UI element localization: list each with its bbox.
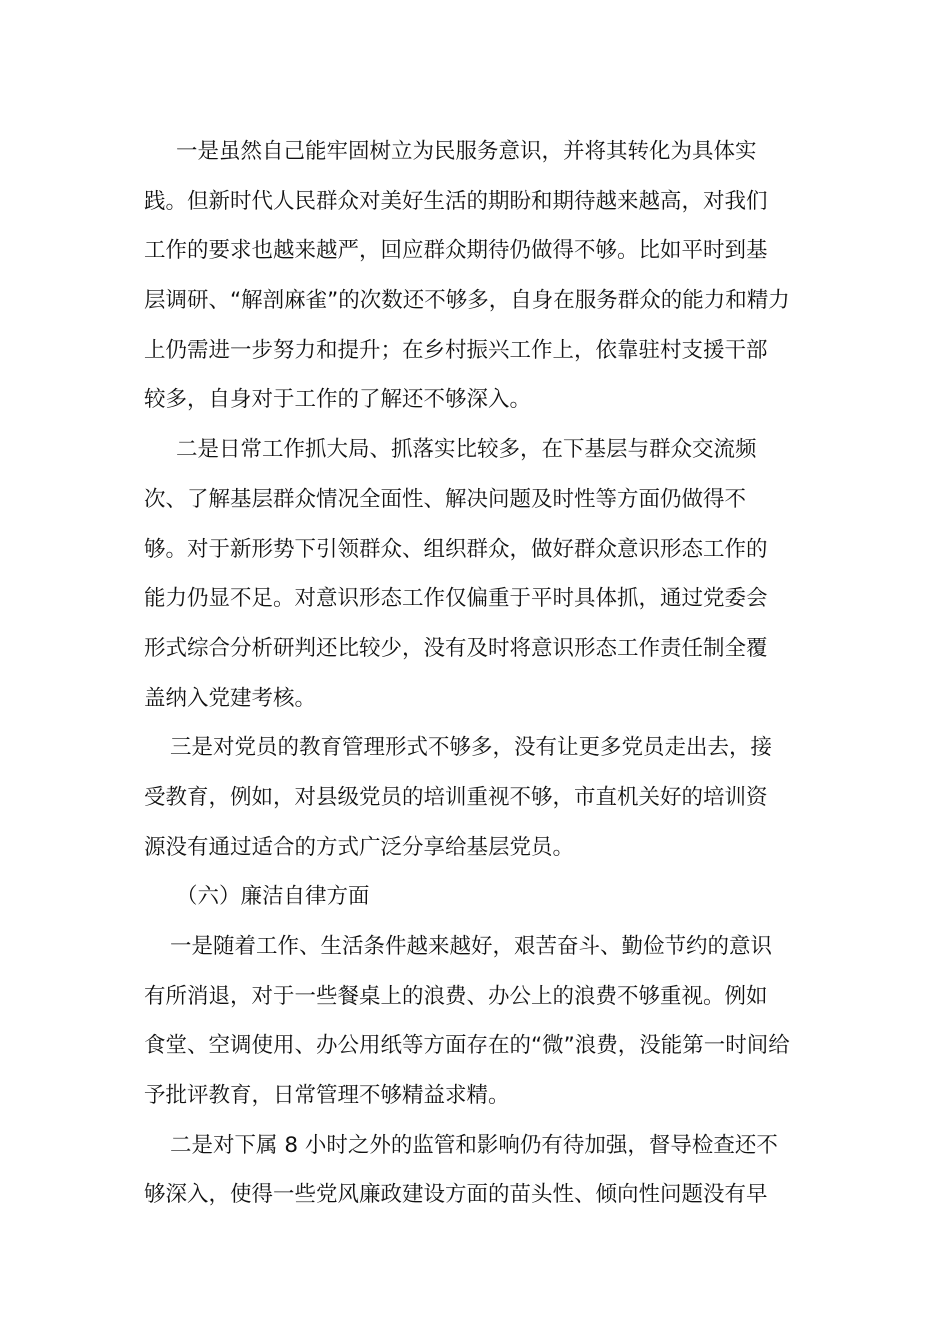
paragraph-5 xyxy=(144,1121,808,1220)
text-line: 源没有通过适合的方式广泛分享给基层党员。 xyxy=(144,834,575,860)
text-line: 够。对于新形势下引领群众、组织群众，做好群众意识形态工作的 xyxy=(144,536,768,562)
text-line: 三是对党员的教育管理形式不够多，没有让更多党员走出去，接 xyxy=(170,735,773,761)
paragraph-1 xyxy=(144,127,808,425)
text-line: 一是虽然自己能牢固树立为民服务意识，并将其转化为具体实 xyxy=(176,139,757,164)
paragraph-4 xyxy=(144,922,808,1121)
text-line: 形式综合分析研判还比较少，没有及时将意识形态工作责任制全覆 xyxy=(144,635,768,661)
text-line: 一是随着工作、生活条件越来越好，艰苦奋斗、勤俭节约的意识 xyxy=(170,934,773,959)
text-line: 二是对下属 8 小时之外的监管和影响仍有待加强，督导检查还不 xyxy=(170,1132,778,1158)
text-line: 盖纳入党建考核。 xyxy=(144,685,317,711)
text-line: 予批评教育，日常管理不够精益求精。 xyxy=(144,1083,510,1109)
text-line: 次、了解基层群众情况全面性、解决问题及时性等方面仍做得不 xyxy=(144,486,747,512)
text-line: 能力仍显不足。对意识形态工作仅偏重于平时具体抓，通过党委会 xyxy=(144,586,768,612)
text-line: 食堂、空调使用、办公用纸等方面存在的“微”浪费，没能第一时间给 xyxy=(144,1033,790,1059)
text-line: 工作的要求也越来越严，回应群众期待仍做得不够。比如平时到基 xyxy=(144,238,768,264)
text-line: 有所消退，对于一些餐桌上的浪费、办公上的浪费不够重视。例如 xyxy=(144,983,768,1009)
text-line: 上仍需进一步努力和提升；在乡村振兴工作上，依靠驻村支援干部 xyxy=(144,337,768,363)
document-body xyxy=(144,127,808,1220)
text-line: 较多，自身对于工作的了解还不够深入。 xyxy=(144,387,532,413)
section-heading xyxy=(144,872,808,922)
paragraph-2 xyxy=(144,425,808,723)
text-line: 二是日常工作抓大局、抓落实比较多，在下基层与群众交流频 xyxy=(176,437,757,463)
section-heading-text: （六）廉洁自律方面 xyxy=(176,884,370,910)
text-line: 受教育，例如，对县级党员的培训重视不够，市直机关好的培训资 xyxy=(144,784,768,810)
text-line: 够深入，使得一些党风廉政建设方面的苗头性、倾向性问题没有早 xyxy=(144,1182,768,1208)
paragraph-3 xyxy=(144,723,808,872)
text-line: 践。但新时代人民群众对美好生活的期盼和期待越来越高，对我们 xyxy=(144,188,768,214)
text-line: 层调研、“解剖麻雀”的次数还不够多，自身在服务群众的能力和精力 xyxy=(144,288,790,314)
